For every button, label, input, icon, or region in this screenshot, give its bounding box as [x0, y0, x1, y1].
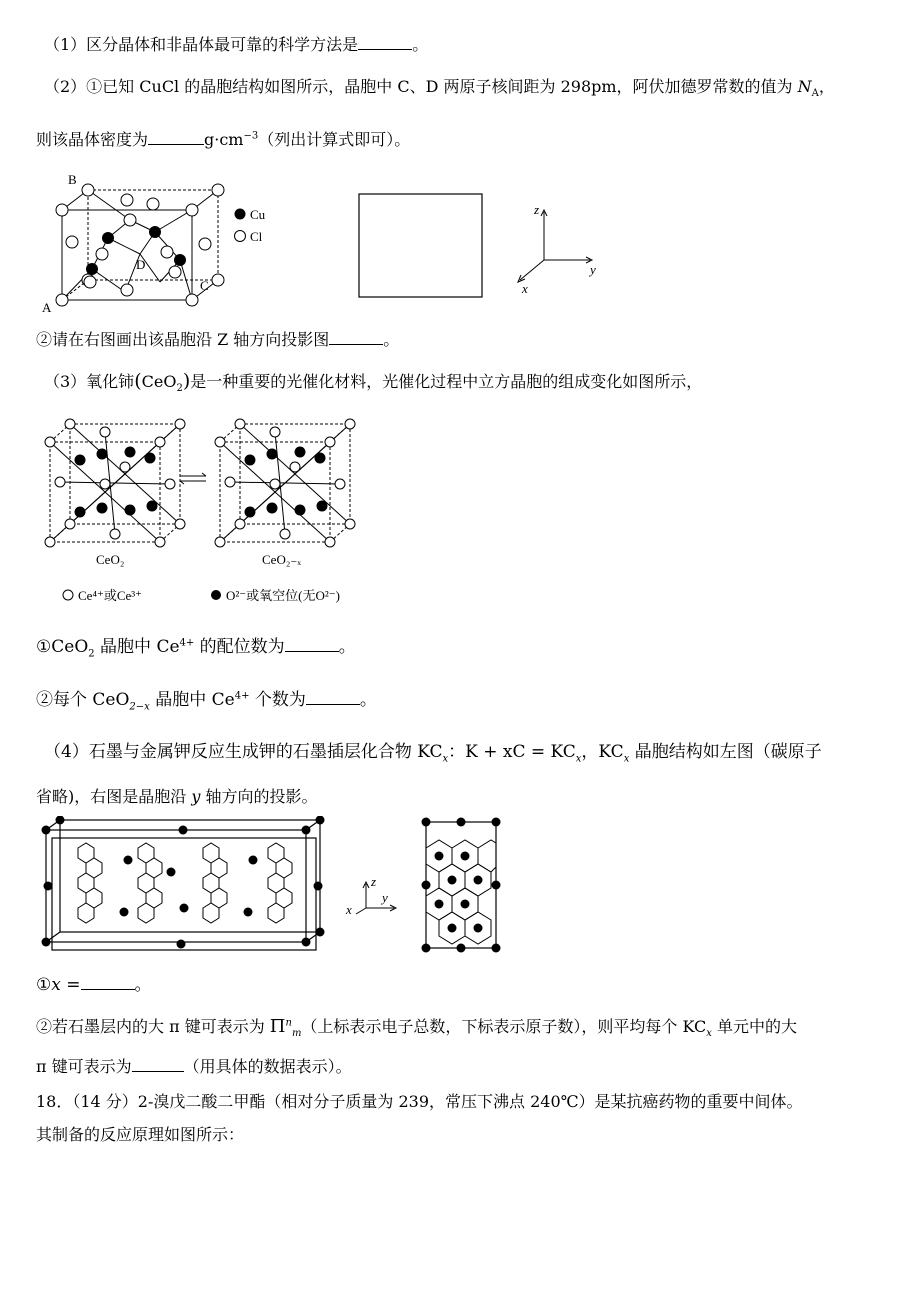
- label-b: B: [68, 172, 77, 187]
- legend-o: O²⁻或氧空位(无O²⁻): [226, 588, 340, 603]
- legend-cu: Cu: [250, 207, 266, 222]
- y-projection-figure: [420, 816, 502, 958]
- svg-text:x: x: [346, 902, 352, 917]
- xyz-axes-small: [344, 870, 404, 920]
- q2-line2: 则该晶体密度为 $g\cdot cm^{-3}$（列出计算式即可）。: [36, 130, 411, 149]
- ceo2-unit-cell-figure: [40, 412, 370, 612]
- q4-sub3: π 键可表示为 （用具体的数据表示）。: [36, 1057, 352, 1076]
- svg-text:z: z: [371, 874, 377, 889]
- q2-line1: （2）①已知 CuCl 的晶胞结构如图所示，晶胞中 C、D 两原子核间距为 298pm，阿伏加德罗常数的值为 $N_A$，: [44, 77, 835, 100]
- answer-blank[interactable]: [81, 975, 135, 990]
- kcx-unit-cell-figure: [38, 816, 330, 956]
- q4-line2: 省略)，右图是晶胞沿 y 轴方向的投影。: [36, 787, 318, 806]
- label-ceo2-x: CeO₂₋ₓ: [262, 552, 301, 567]
- q1-line: （1）区分晶体和非晶体最可靠的科学方法是 。: [44, 35, 429, 54]
- legend-ce: Ce⁴⁺或Ce³⁺: [78, 588, 143, 603]
- label-c: C: [200, 278, 209, 293]
- q3-line1: （3）氧化铈(CeO$_2$)是一种重要的光催化材料，光催化过程中立方晶胞的组成变化如图所示，: [44, 370, 703, 395]
- answer-blank[interactable]: [148, 130, 204, 145]
- q3-sub2: ②每个 CeO$_{2-x}$ 晶胞中 $Ce^{4+}$ 个数为 。: [36, 690, 377, 713]
- legend-cl: Cl: [250, 229, 263, 244]
- q2-line3: ②请在右图画出该晶胞沿 Z 轴方向投影图 。: [36, 330, 400, 349]
- q3-sub1: ①CeO$_2$ 晶胞中 $Ce^{4+}$ 的配位数为 。: [36, 637, 356, 660]
- svg-text:x: x: [522, 281, 528, 295]
- q1-text: （1）区分晶体和非晶体最可靠的科学方法是: [44, 35, 359, 54]
- answer-blank[interactable]: [306, 690, 360, 705]
- label-d: D: [136, 257, 146, 272]
- avogadro-symbol: N: [797, 77, 812, 96]
- projection-drawing-box[interactable]: [358, 193, 484, 299]
- answer-blank[interactable]: [358, 35, 412, 50]
- q18-line1: 18．（14 分）2-溴戊二酸二甲酯（相对分子质量为 239，常压下沸点 240℃）是某抗癌药物的重要中间体。: [36, 1092, 803, 1111]
- svg-text:y: y: [590, 262, 596, 277]
- cucl-unit-cell-figure: [40, 172, 280, 314]
- answer-blank[interactable]: [132, 1057, 184, 1072]
- xyz-axes: [512, 200, 602, 295]
- svg-text:z: z: [534, 202, 540, 217]
- answer-blank[interactable]: [329, 330, 383, 345]
- q4-sub1: ①x = 。: [36, 975, 152, 995]
- svg-text:y: y: [382, 890, 388, 905]
- answer-blank[interactable]: [285, 637, 339, 652]
- q18-line2: 其制备的反应原理如图所示：: [36, 1125, 245, 1144]
- q4-sub2: ②若石墨层内的大 π 键可表示为 $\Pi^n_m$（上标表示电子总数，下标表示原子数），则平均每个 $KC_x$ 单元中的大: [36, 1016, 798, 1040]
- q4-line1: （4）石墨与金属钾反应生成钾的石墨插层化合物 $KC_x$：K + xC = $KC_x$，$KC_x$ 晶胞结构如左图（碳原子: [44, 742, 822, 765]
- label-a: A: [42, 300, 52, 314]
- label-ceo2: CeO₂: [96, 552, 125, 567]
